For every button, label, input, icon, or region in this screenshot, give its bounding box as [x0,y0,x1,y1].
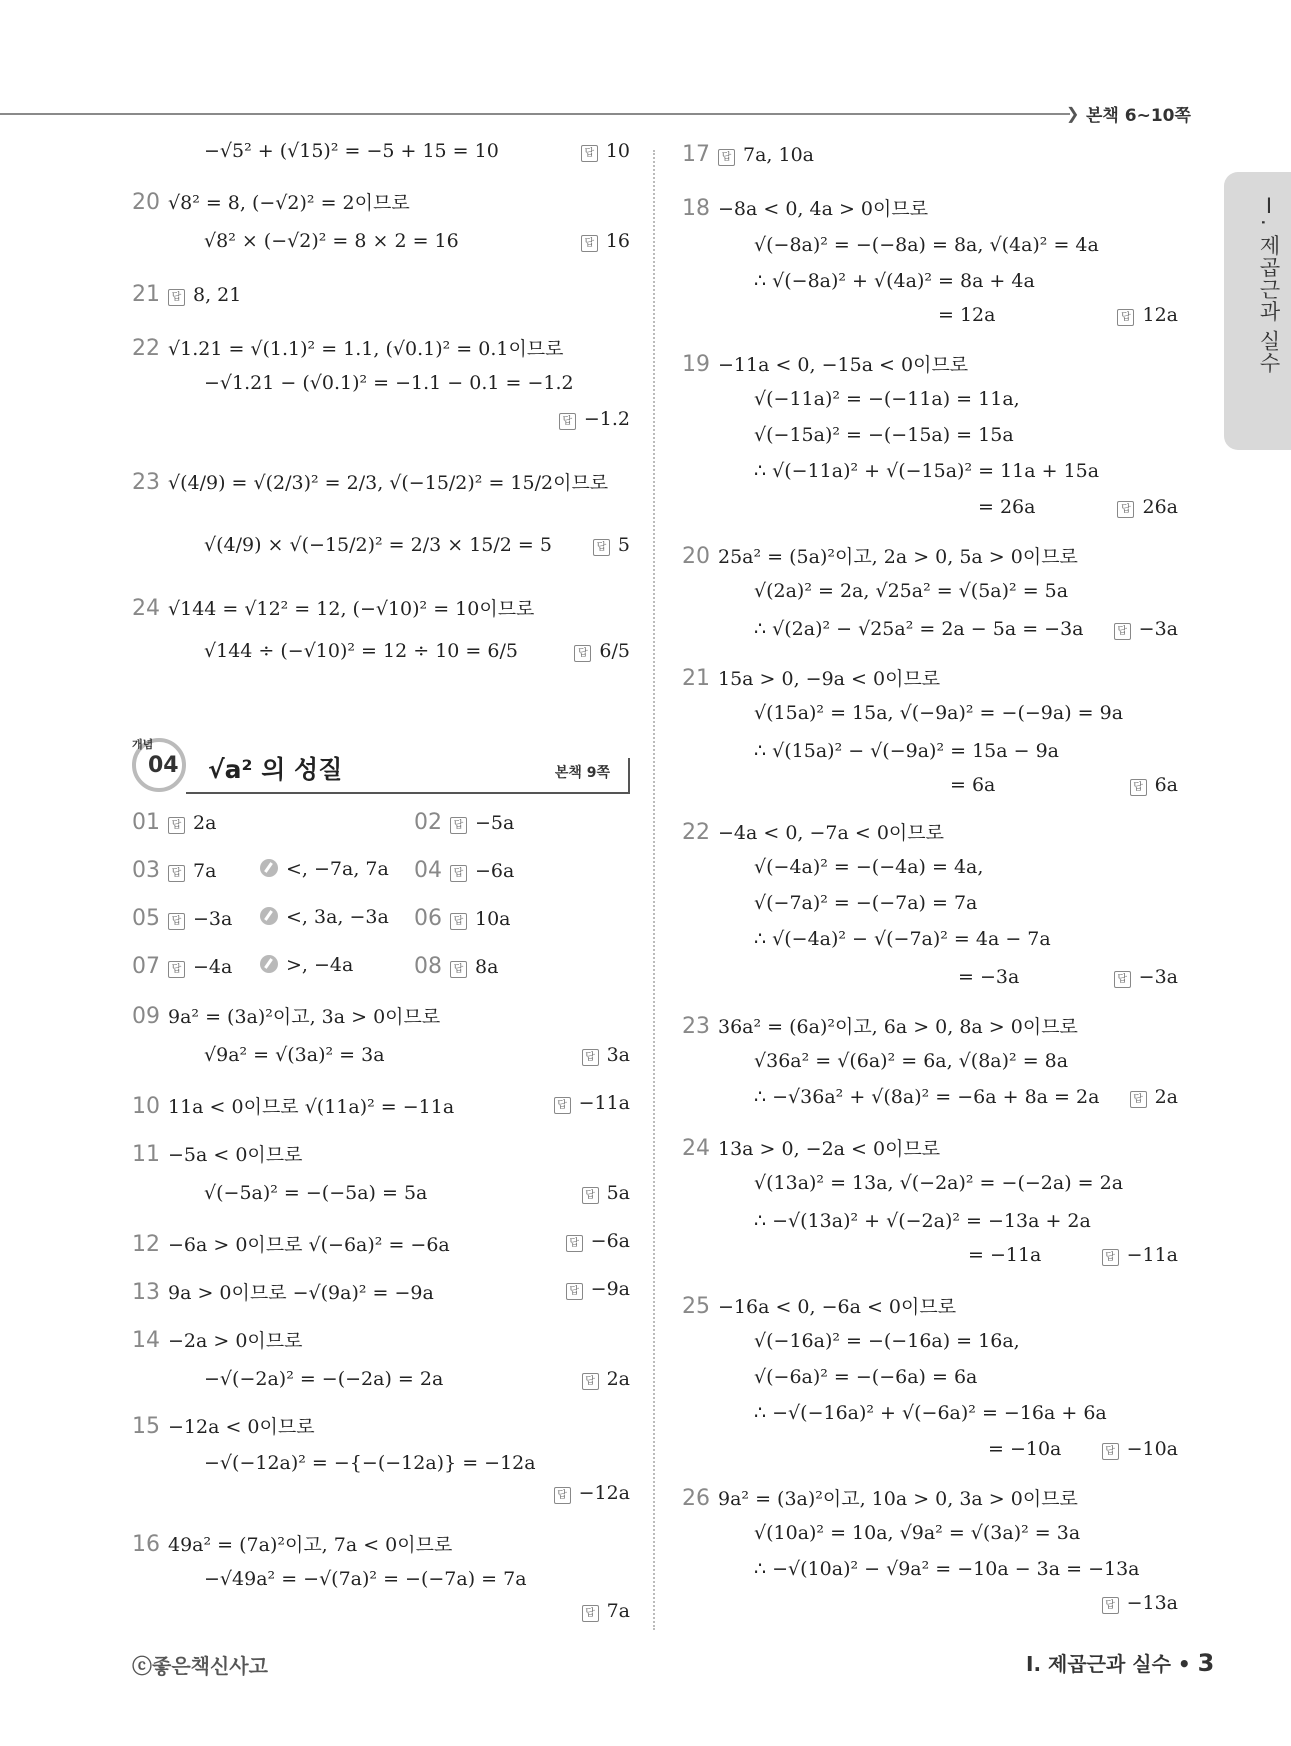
right-line [754,270,1035,292]
math-text: ∴ −√(13a)² + √(−2a)² = −13a + 2a [754,1210,1091,1232]
math-text: −3a [193,908,233,930]
problem-number: 11 [132,1142,160,1167]
math-text: √36a² = √(6a)² = 6a, √(8a)² = 8a [754,1050,1069,1072]
left-answer [582,1600,630,1622]
math-text: ∴ √(−4a)² − √(−7a)² = 4a − 7a [754,928,1051,950]
left-answer [581,140,630,162]
right-line [754,1522,1080,1544]
math-text: −5a [475,812,515,834]
math-text: ∴ √(2a)² − √25a² = 2a − 5a = −3a [754,618,1084,640]
side-tab-label: Ⅰ. 제곱근과 실수 [1257,194,1281,375]
right-line [938,304,995,326]
math-text: √(−16a)² = −(−16a) = 16a, [754,1330,1020,1352]
math-text: ∴ √(−11a)² + √(−15a)² = 11a + 15a [754,460,1100,482]
math-text: √(−11a)² = −(−11a) = 11a, [754,388,1020,410]
answer-icon: 답 [718,149,735,166]
math-text: 10a [475,908,511,930]
math-text: √(−5a)² = −(−5a) = 5a [204,1182,428,1204]
math-text: −2a > 0이므로 [168,1330,303,1352]
right-line [754,618,1084,640]
answer-value: 2a [1154,1086,1178,1108]
answer-value: −3a [1138,966,1178,988]
math-text: √(−8a)² = −(−8a) = 8a, √(4a)² = 4a [754,234,1099,256]
problem-number: 03 [132,858,160,883]
left-answer [554,1482,630,1504]
answer-value: −1.2 [583,408,630,430]
left-line [132,858,216,883]
answer-icon: 답 [1114,971,1131,988]
problem-number: 21 [682,666,710,691]
answer-value: 6/5 [599,640,630,662]
chevron-right-icon: ❯ [1066,104,1080,123]
left-line [132,1412,315,1439]
header-ref: 본책 6~10쪽 [1086,106,1191,126]
math-text: 13a > 0, −2a < 0이므로 [718,1138,941,1160]
answer-icon: 답 [168,289,185,306]
math-text: √144 = √12² = 12, (−√10)² = 10이므로 [168,598,535,620]
answer-icon: 답 [1117,501,1134,518]
answer-value: −6a [590,1230,630,1252]
math-text: 9a² = (3a)²이고, 10a > 0, 3a > 0이므로 [718,1488,1078,1510]
problem-number: 09 [132,1004,160,1029]
left-line [414,954,498,979]
right-line [754,1050,1068,1072]
problem-number: 25 [682,1294,710,1319]
left-line [204,1044,385,1066]
right-answer [1114,966,1178,988]
left-line [132,1092,454,1119]
problem-number: 02 [414,810,442,835]
problem-number: 22 [132,336,160,361]
publisher: ⓒ좋은책신사고 [132,1654,268,1678]
math-text: = −11a [968,1244,1042,1266]
answer-icon: 답 [554,1487,571,1504]
answer-icon: 답 [566,1235,583,1252]
right-answer [1102,1438,1178,1460]
answer-value: −3a [1138,618,1178,640]
math-text: −√49a² = −√(7a)² = −(−7a) = 7a [204,1568,527,1590]
left-line [260,954,353,976]
math-text: −√1.21 − (√0.1)² = −1.1 − 0.1 = −1.2 [204,372,574,394]
answer-icon: 답 [593,539,610,556]
left-line [204,1568,527,1590]
math-text: ∴ √(−8a)² + √(4a)² = 8a + 4a [754,270,1035,292]
answer-value: 26a [1142,496,1178,518]
problem-number: 20 [132,190,160,215]
left-line [204,1368,443,1390]
right-line [950,774,995,796]
problem-number: 07 [132,954,160,979]
right-line [754,1402,1107,1424]
math-text: −4a < 0, −7a < 0이므로 [718,822,944,844]
answer-value: 16 [605,230,630,252]
left-line [204,640,518,662]
right-line [754,580,1068,602]
problem-number: 14 [132,1328,160,1353]
right-answer [1117,304,1178,326]
answer-icon: 답 [168,817,185,834]
math-text: = 6a [950,774,996,796]
math-text: √(2a)² = 2a, √25a² = √(5a)² = 5a [754,580,1069,602]
left-line [132,1230,450,1257]
answer-value: 5 [617,534,630,556]
math-text: ∴ −√(10a)² − √9a² = −10a − 3a = −13a [754,1558,1140,1580]
math-text: √(4/9) × √(−15/2)² = 2/3 × 15/2 = 5 [204,534,552,556]
problem-number: 08 [414,954,442,979]
answer-value: 5a [606,1182,630,1204]
left-line [204,1452,536,1474]
left-line [132,1140,303,1167]
math-text: 7a, 10a [743,144,814,166]
math-text: 9a > 0이므로 −√(9a)² = −9a [168,1282,434,1304]
answer-icon: 답 [582,1605,599,1622]
right-line [754,702,1123,724]
right-line [754,856,983,878]
right-answer [1117,496,1178,518]
math-text: √9a² = √(3a)² = 3a [204,1044,385,1066]
pencil-hint-icon [260,907,278,925]
math-text: √(10a)² = 10a, √9a² = √(3a)² = 3a [754,1522,1081,1544]
problem-number: 18 [682,196,710,221]
problem-number: 17 [682,142,710,167]
problem-number: 24 [132,596,160,621]
problem-number: 23 [132,470,160,495]
right-line [682,1292,956,1319]
problem-number: 06 [414,906,442,931]
left-line [260,906,389,928]
math-text: √(−4a)² = −(−4a) = 4a, [754,856,984,878]
left-line [132,810,216,835]
left-line [414,858,514,883]
right-line [754,892,977,914]
answer-icon: 답 [1130,779,1147,796]
problem-number: 12 [132,1232,160,1257]
problem-number: 10 [132,1094,160,1119]
left-answer [574,640,630,662]
left-line [204,230,459,252]
answer-icon: 답 [581,145,598,162]
concept-ref: 본책 9쪽 [554,765,610,781]
answer-icon: 답 [1102,1597,1119,1614]
left-answer [593,534,630,556]
answer-icon: 답 [1130,1091,1147,1108]
answer-icon: 답 [450,913,467,930]
math-text: √(−7a)² = −(−7a) = 7a [754,892,978,914]
column-divider [653,150,655,1630]
left-line [204,1182,427,1204]
right-line [682,1134,940,1161]
problem-number: 16 [132,1532,160,1557]
math-text: √(−6a)² = −(−6a) = 6a [754,1366,978,1388]
math-text: √(4/9) = √(2/3)² = 2/3, √(−15/2)² = 15/2이므로 [168,472,609,494]
answer-icon: 답 [450,865,467,882]
left-answer [566,1278,630,1300]
left-line [132,906,232,931]
left-answer [559,408,630,430]
math-text: >, −4a [286,954,354,976]
problem-number: 13 [132,1280,160,1305]
chapter-side-tab[interactable] [1224,172,1291,450]
concept-header [132,738,630,796]
math-text: 7a [193,860,217,882]
math-text: 8a [475,956,499,978]
math-text: −6a [475,860,515,882]
answer-icon: 답 [168,865,185,882]
math-text: −16a < 0, −6a < 0이므로 [718,1296,957,1318]
left-line [414,810,514,835]
page-number: 3 [1197,1649,1215,1677]
answer-icon: 답 [566,1283,583,1300]
answer-icon: 답 [168,913,185,930]
math-text: √(−15a)² = −(−15a) = 15a [754,424,1014,446]
right-line [754,460,1099,482]
answer-icon: 답 [582,1187,599,1204]
concept-tag: 개념 [132,738,154,751]
left-line [132,468,608,495]
math-text: 25a² = (5a)²이고, 2a > 0, 5a > 0이므로 [718,546,1078,568]
right-line [958,966,1019,988]
answer-value: −12a [578,1482,630,1504]
right-answer [1102,1592,1178,1614]
math-text: ∴ −√(−16a)² + √(−6a)² = −16a + 6a [754,1402,1107,1424]
math-text: −√(−2a)² = −(−2a) = 2a [204,1368,444,1390]
math-text: 49a² = (7a)²이고, 7a < 0이므로 [168,1534,453,1556]
left-line [132,1278,434,1305]
answer-icon: 답 [559,413,576,430]
left-line [260,858,389,880]
answer-value: −11a [578,1092,630,1114]
right-line [754,1210,1091,1232]
right-line [754,1086,1099,1108]
left-line [132,188,410,215]
problem-number: 19 [682,352,710,377]
right-line [682,194,928,221]
right-answer [1130,1086,1178,1108]
problem-number: 01 [132,810,160,835]
right-answer [1130,774,1178,796]
left-line [204,372,574,394]
math-text: = 26a [978,496,1036,518]
answer-icon: 답 [1102,1249,1119,1266]
top-rule [0,113,1070,115]
right-line [754,234,1099,256]
concept-bracket [628,758,630,794]
answer-icon: 답 [450,817,467,834]
right-line [682,1484,1078,1511]
right-answer [1102,1244,1178,1266]
math-text: <, −7a, 7a [286,858,389,880]
math-text: 2a [193,812,217,834]
answer-icon: 답 [168,961,185,978]
math-text: −11a < 0, −15a < 0이므로 [718,354,969,376]
math-text: √144 ÷ (−√10)² = 12 ÷ 10 = 6/5 [204,640,518,662]
answer-icon: 답 [582,1373,599,1390]
right-line [682,1012,1078,1039]
concept-underline [186,792,630,794]
left-line [204,534,552,556]
answer-value: 3a [606,1044,630,1066]
left-answer [582,1044,630,1066]
math-text: √8² × (−√2)² = 8 × 2 = 16 [204,230,459,252]
math-text: <, 3a, −3a [286,906,389,928]
right-line [754,1366,977,1388]
left-answer [554,1092,630,1114]
answer-value: −9a [590,1278,630,1300]
answer-icon: 답 [450,961,467,978]
problem-number: 05 [132,906,160,931]
concept-number: 04 [148,753,179,778]
right-line [754,1172,1123,1194]
answer-value: −10a [1126,1438,1178,1460]
problem-number: 20 [682,544,710,569]
answer-value: 7a [606,1600,630,1622]
left-answer [581,230,630,252]
math-text: −4a [193,956,233,978]
right-line [682,350,968,377]
right-line [682,818,944,845]
problem-number: 26 [682,1486,710,1511]
math-text: 36a² = (6a)²이고, 6a > 0, 8a > 0이므로 [718,1016,1078,1038]
right-line [988,1438,1061,1460]
answer-value: 12a [1142,304,1178,326]
math-text: −8a < 0, 4a > 0이므로 [718,198,929,220]
answer-value: 2a [606,1368,630,1390]
answer-icon: 답 [1114,623,1131,640]
math-text: √1.21 = √(1.1)² = 1.1, (√0.1)² = 0.1이므로 [168,338,564,360]
right-line [754,928,1051,950]
right-line [754,1558,1140,1580]
left-line [414,906,511,931]
math-text: ∴ √(15a)² − √(−9a)² = 15a − 9a [754,740,1059,762]
math-text: √(13a)² = 13a, √(−2a)² = −(−2a) = 2a [754,1172,1124,1194]
left-line [132,954,232,979]
problem-number: 24 [682,1136,710,1161]
left-line [132,1530,452,1557]
answer-icon: 답 [582,1049,599,1066]
answer-icon: 답 [554,1097,571,1114]
right-line [754,1330,1020,1352]
math-text: −6a > 0이므로 √(−6a)² = −6a [168,1234,450,1256]
answer-value: −11a [1126,1244,1178,1266]
right-line [978,496,1035,518]
right-line [968,1244,1041,1266]
math-text: 15a > 0, −9a < 0이므로 [718,668,941,690]
problem-number: 04 [414,858,442,883]
left-line [132,282,241,307]
answer-value: 10 [605,140,630,162]
math-text: −√(−12a)² = −{−(−12a)} = −12a [204,1452,536,1474]
footer-chapter-label: Ⅰ. 제곱근과 실수 • [1026,1652,1191,1676]
math-text: √8² = 8, (−√2)² = 2이므로 [168,192,410,214]
problem-number: 23 [682,1014,710,1039]
right-line [682,542,1078,569]
left-line [132,594,534,621]
right-line [754,424,1014,446]
math-text: 9a² = (3a)²이고, 3a > 0이므로 [168,1006,441,1028]
left-line [132,1002,440,1029]
problem-number: 21 [132,282,160,307]
math-text: 11a < 0이므로 √(11a)² = −11a [168,1096,455,1118]
right-line [682,664,940,691]
pencil-hint-icon [260,859,278,877]
left-answer [582,1368,630,1390]
left-answer [582,1182,630,1204]
right-line [682,142,814,167]
answer-value: 6a [1154,774,1178,796]
answer-icon: 답 [1102,1443,1119,1460]
math-text: = −3a [958,966,1020,988]
right-line [754,388,1020,410]
left-line [132,1326,303,1353]
answer-value: −13a [1126,1592,1178,1614]
math-text: −12a < 0이므로 [168,1416,315,1438]
pencil-hint-icon [260,955,278,973]
left-line [132,334,564,361]
answer-icon: 답 [1117,309,1134,326]
footer-chapter [1026,1648,1214,1677]
problem-number: 22 [682,820,710,845]
concept-title: √a² 의 성질 [208,755,343,784]
answer-icon: 답 [574,645,591,662]
math-text: −5a < 0이므로 [168,1144,303,1166]
left-line [204,140,499,162]
right-line [754,740,1059,762]
math-text: = −10a [988,1438,1062,1460]
math-text: = 12a [938,304,996,326]
right-answer [1114,618,1178,640]
answer-icon: 답 [581,235,598,252]
math-text: √(15a)² = 15a, √(−9a)² = −(−9a) = 9a [754,702,1124,724]
math-text: ∴ −√36a² + √(8a)² = −6a + 8a = 2a [754,1086,1100,1108]
math-text: 8, 21 [193,284,242,306]
left-answer [566,1230,630,1252]
math-text: −√5² + (√15)² = −5 + 15 = 10 [204,140,499,162]
problem-number: 15 [132,1414,160,1439]
